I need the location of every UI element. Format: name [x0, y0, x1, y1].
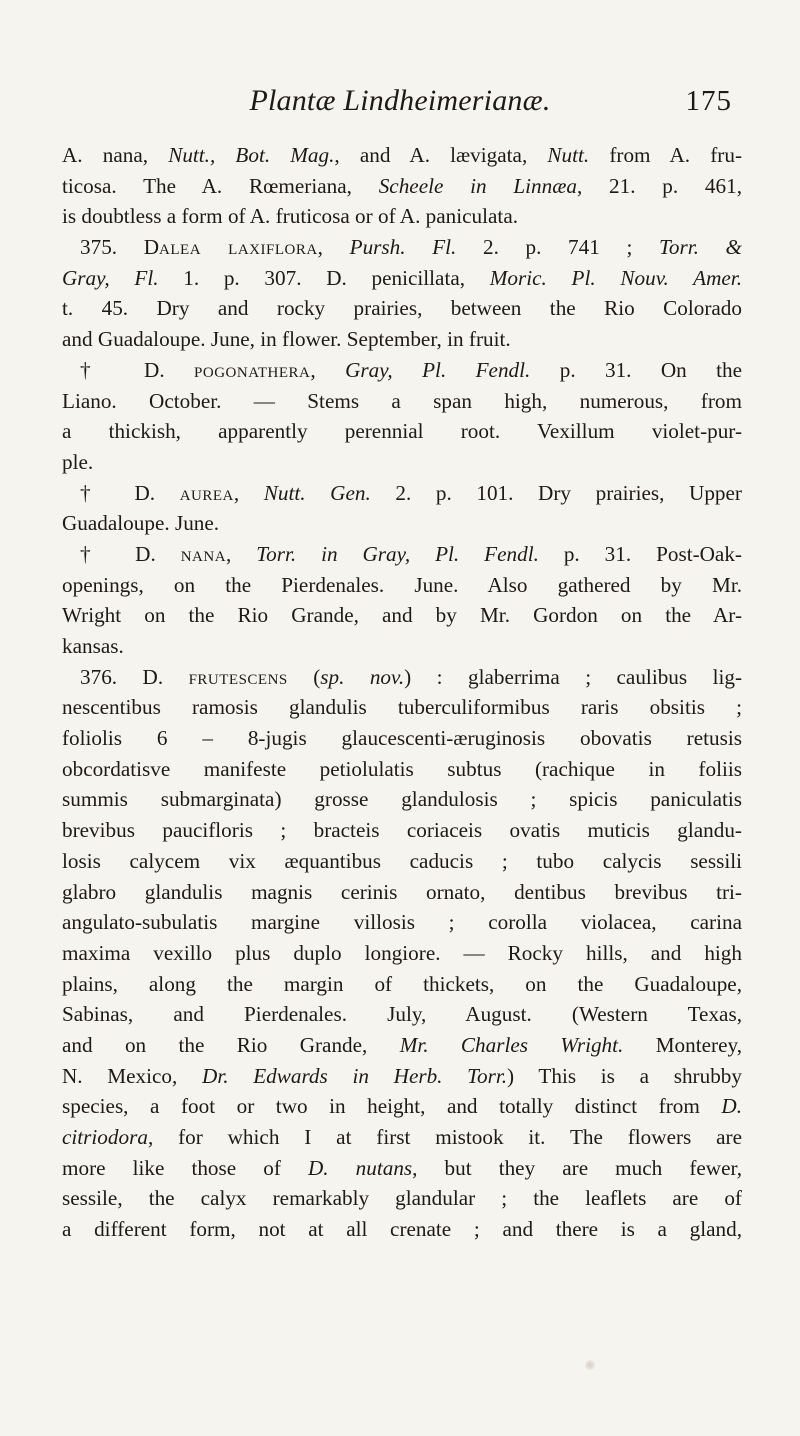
text-line: t. 45. Dry and rocky prairies, between the Rio Colorado [62, 296, 742, 321]
text-line: A. nana, Nutt., Bot. Mag., and A. lævigata, Nutt. from A. fru- [62, 143, 743, 167]
text-line: obcordatisve manifeste petiolulatis subtus (rachique in foliis [62, 756, 742, 781]
text-line: N. Mexico, Dr. Edwards in Herb. Torr.) This is a shrubby [62, 1063, 742, 1088]
text-line: citriodora, for which I at first mistook it. The flowers are [62, 1125, 742, 1149]
text-line: † D. aurea, Nutt. Gen. 2. p. 101. Dry prairies, Upper [80, 480, 742, 505]
text-line: summis submarginata) grosse glandulosis ; spicis paniculatis [62, 787, 742, 812]
text-line: Wright on the Rio Grande, and by Mr. Gordon on the Ar- [62, 603, 742, 628]
text-line: Gray, Fl. 1. p. 307. D. penicillata, Moric. Pl. Nouv. Amer. [62, 265, 742, 290]
paper-smudge [585, 1360, 595, 1370]
text-line: ple. [62, 449, 94, 474]
text-line: is doubtless a form of A. fruticosa or of A. paniculata. [62, 204, 519, 229]
page-number: 175 [685, 85, 732, 117]
text-line: a thickish, apparently perennial root. Vexillum violet-pur- [62, 419, 742, 444]
running-title: Plantæ Lindheimerianæ. [249, 84, 551, 117]
text-line: ticosa. The A. Rœmeriana, Scheele in Linnæa, 21. p. 461, [62, 173, 743, 198]
text-line: nescentibus ramosis glandulis tuberculiformibus raris obsitis ; [62, 695, 742, 720]
text-line: † D. nana, Torr. in Gray, Pl. Fendl. p. 31. Post-Oak- [80, 541, 742, 566]
text-line: angulato-subulatis margine villosis ; corolla violacea, carina [62, 910, 742, 935]
text-line: more like those of D. nutans, but they are much fewer, [62, 1155, 742, 1180]
text-line: kansas. [62, 634, 124, 658]
text-line: brevibus paucifloris ; bracteis coriaceis ovatis muticis glandu- [62, 818, 742, 843]
text-line: losis calycem vix æquantibus caducis ; tubo calycis sessili [62, 848, 742, 873]
text-line: 376. D. frutescens (sp. nov.) : glaberrima ; caulibus lig- [80, 664, 742, 689]
text-line: Sabinas, and Pierdenales. July, August. (Western Texas, [62, 1002, 742, 1027]
text-line: glabro glandulis magnis cerinis ornato, dentibus brevibus tri- [62, 879, 742, 904]
page-header [60, 84, 740, 124]
text-line: sessile, the calyx remarkably glandular ; the leaflets are of [62, 1186, 742, 1211]
text-line: Liano. October. — Stems a span high, numerous, from [62, 388, 742, 413]
text-line: † D. pogonathera, Gray, Pl. Fendl. p. 31. On the [80, 357, 743, 382]
body-text [62, 140, 742, 1245]
text-line: species, a foot or two in height, and totally distinct from D. [62, 1094, 742, 1119]
text-line: and Guadaloupe. June, in flower. September, in fruit. [62, 327, 511, 352]
text-line: plains, along the margin of thickets, on the Guadaloupe, [62, 971, 742, 996]
text-line: foliolis 6 – 8-jugis glaucescenti-æruginosis obovatis retusis [62, 726, 742, 751]
text-line: and on the Rio Grande, Mr. Charles Wright. Monterey, [62, 1032, 742, 1057]
text-line: Guadaloupe. June. [62, 511, 220, 536]
text-line: 375. Dalea laxiflora, Pursh. Fl. 2. p. 741 ; Torr. & [80, 235, 743, 260]
text-line: openings, on the Pierdenales. June. Also gathered by Mr. [62, 572, 742, 597]
text-line: a different form, not at all crenate ; and there is a gland, [62, 1217, 742, 1242]
text-line: maxima vexillo plus duplo longiore. — Rocky hills, and high [62, 940, 742, 965]
